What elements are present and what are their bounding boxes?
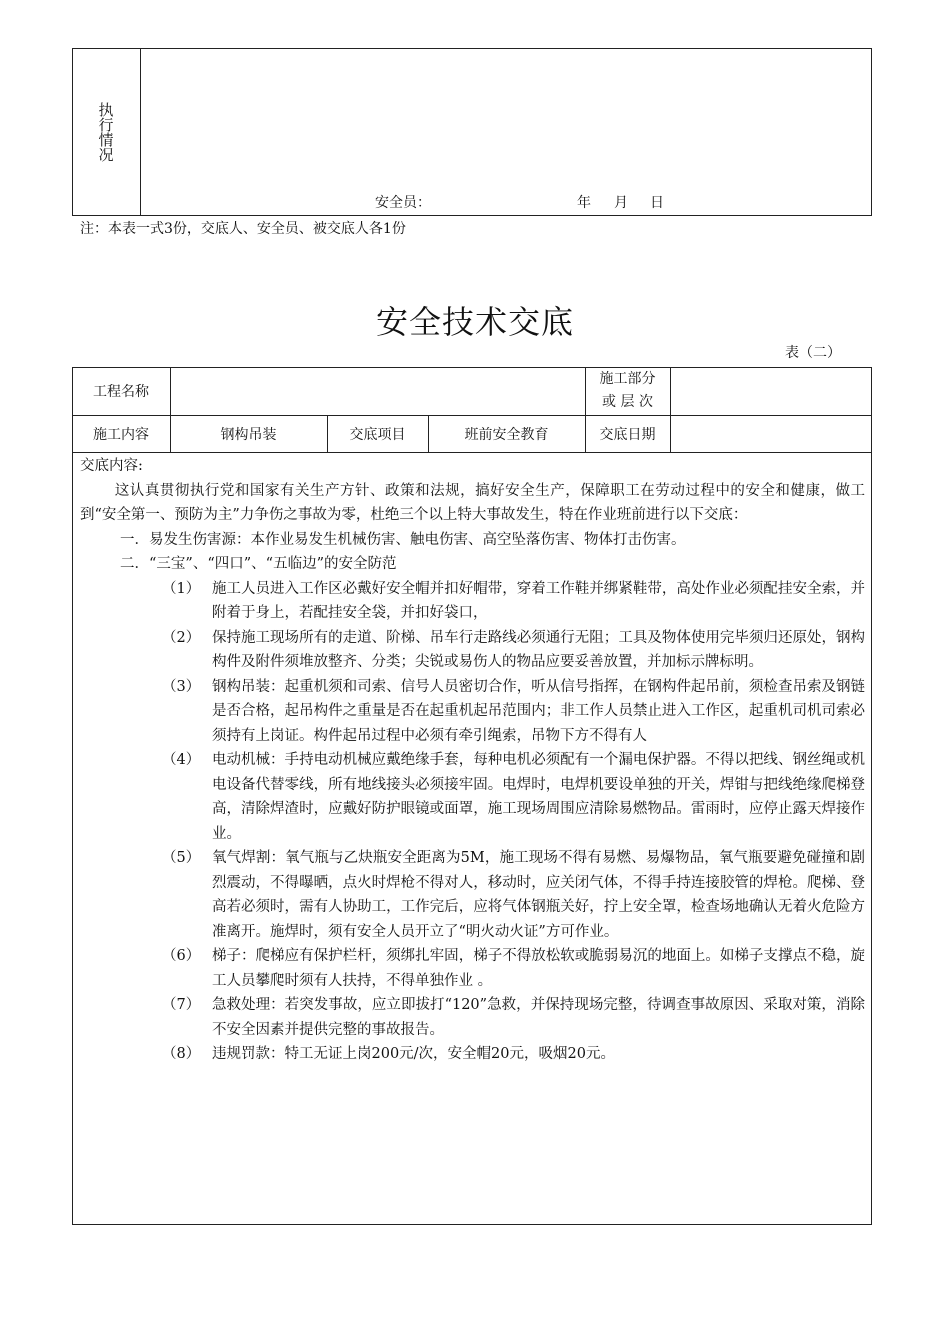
signature-day: 日 bbox=[650, 195, 664, 211]
list-item bbox=[80, 748, 865, 846]
construction-content-label: 施工内容 bbox=[93, 426, 149, 443]
list-item bbox=[80, 1042, 865, 1067]
list-item-text: 违规罚款：特工无证上岗200元/次，安全帽20元，吸烟20元。 bbox=[212, 1046, 615, 1062]
list-item bbox=[80, 626, 865, 675]
briefing-date-label: 交底日期 bbox=[599, 426, 656, 443]
list-item-number: （2） bbox=[162, 629, 201, 646]
briefing-content bbox=[80, 454, 865, 1067]
construction-part-label bbox=[585, 367, 670, 415]
copies-note: 注：本表一式3份，交底人、安全员、被交底人各1份 bbox=[80, 221, 406, 237]
list-item bbox=[80, 993, 865, 1042]
list-item-number: （5） bbox=[162, 850, 201, 866]
list-item-text: 钢构吊装：起重机须和司索、信号人员密切合作，听从信号指挥，在钢构件起吊前，须检查吊索及钢链是否合格，起吊构件之重量是否在起重机起吊范围内；非工作人员禁止进入工作区，起重机司机司索必须持有上岗证。构件起吊过程中必须有牵引绳索，吊物下方不得有人 bbox=[212, 678, 865, 744]
form-number: 表（二） bbox=[785, 345, 841, 361]
signature-month: 月 bbox=[614, 195, 628, 211]
list-item-text: 保持施工现场所有的走道、阶梯、吊车行走路线必须通行无阻；工具及物体使用完毕须归还原处，钢构构件及附件须堆放整齐、分类；尖锐或易伤人的物品应要妥善放置，并加标示牌标明。 bbox=[212, 629, 865, 670]
row-divider-2 bbox=[72, 452, 872, 453]
content-heading: 交底内容: bbox=[80, 458, 143, 474]
execution-status-table bbox=[72, 48, 872, 216]
briefing-item-label: 交底项目 bbox=[349, 426, 406, 443]
page-title: 安全技术交底 bbox=[375, 303, 574, 341]
section-hazard-sources: 一．易发生伤害源：本作业易发生机械伤害、触电伤害、高空坠落伤害、物体打击伤害。 bbox=[120, 531, 686, 548]
list-item-text: 施工人员进入工作区必戴好安全帽并扣好帽带，穿着工作鞋并绑紧鞋带，高处作业必须配挂安全索，并附着于身上，若配挂安全袋，并扣好袋口， bbox=[212, 580, 865, 621]
section-protection: 二．“三宝”、“四口”、“五临边”的安全防范 bbox=[120, 556, 397, 572]
construction-part-label-line1: 施工部分 bbox=[599, 371, 656, 387]
execution-status-divider bbox=[140, 48, 141, 216]
list-item-number: （6） bbox=[162, 948, 201, 964]
project-name-label: 工程名称 bbox=[93, 384, 149, 400]
list-item-text: 急救处理：若突发事故，应立即拔打“120”急救，并保持现场完整，待调查事故原因、采取对策，消除不安全因素并提供完整的事故报告。 bbox=[212, 997, 865, 1038]
content-intro: 这认真贯彻执行党和国家有关生产方针、政策和法规，搞好安全生产，保障职工在劳动过程中的安全和健康，做工到“安全第一、预防为主”力争伤之事故为零，杜绝三个以上特大事故发生，特在作业班前进行以下交底： bbox=[80, 482, 865, 523]
list-item bbox=[80, 577, 865, 626]
list-item-number: （7） bbox=[162, 997, 201, 1013]
safety-officer-label: 安全员： bbox=[375, 195, 431, 211]
list-item bbox=[80, 675, 865, 749]
list-item-text: 氧气焊割：氧气瓶与乙炔瓶安全距离为5M，施工现场不得有易燃、易爆物品，氧气瓶要避免碰撞和剧烈震动，不得曝晒，点火时焊枪不得对人，移动时，应关闭气体，不得手持连接胶管的焊枪。爬梯、登高若必须时，需有人协助工，工作完后，应将气体钢瓶关好，拧上安全罩，检查场地确认无着火危险方准离开。施焊时，须有安全人员开立了“明火动火证”方可作业。 bbox=[212, 850, 865, 940]
construction-part-label-line2: 或 层 次 bbox=[602, 394, 653, 410]
list-item bbox=[80, 846, 865, 944]
construction-content-value[interactable]: 钢构吊装 bbox=[220, 426, 277, 443]
list-item-number: （8） bbox=[162, 1046, 201, 1062]
list-item-number: （1） bbox=[162, 580, 201, 597]
list-item-text: 梯子：爬梯应有保护栏杆，须绑扎牢固，梯子不得放松软或脆弱易沉的地面上。如梯子支撑点不稳，旋工人员攀爬时须有人扶持，不得单独作业 。 bbox=[212, 948, 865, 989]
construction-part-value[interactable] bbox=[670, 367, 872, 415]
briefing-date-value[interactable] bbox=[670, 415, 872, 452]
list-item-number: （4） bbox=[162, 752, 201, 768]
project-name-value[interactable] bbox=[170, 367, 585, 415]
execution-status-label: 执行情况 bbox=[96, 102, 115, 162]
briefing-item-value[interactable]: 班前安全教育 bbox=[464, 426, 549, 443]
list-item-number: （3） bbox=[162, 678, 201, 695]
list-item bbox=[80, 944, 865, 993]
list-item-text: 电动机械：手持电动机械应戴绝缘手套，每种电机必须配有一个漏电保护器。不得以把线、钢丝绳或机电设备代替零线，所有地线接头必须接牢固。电焊时，电焊机要设单独的开关，焊钳与把线绝缘爬梯登高，清除焊渣时，应戴好防护眼镜或面罩，施工现场周围应清除易燃物品。雷雨时，应停止露天焊接作业。 bbox=[212, 752, 865, 842]
signature-year: 年 bbox=[577, 195, 591, 211]
